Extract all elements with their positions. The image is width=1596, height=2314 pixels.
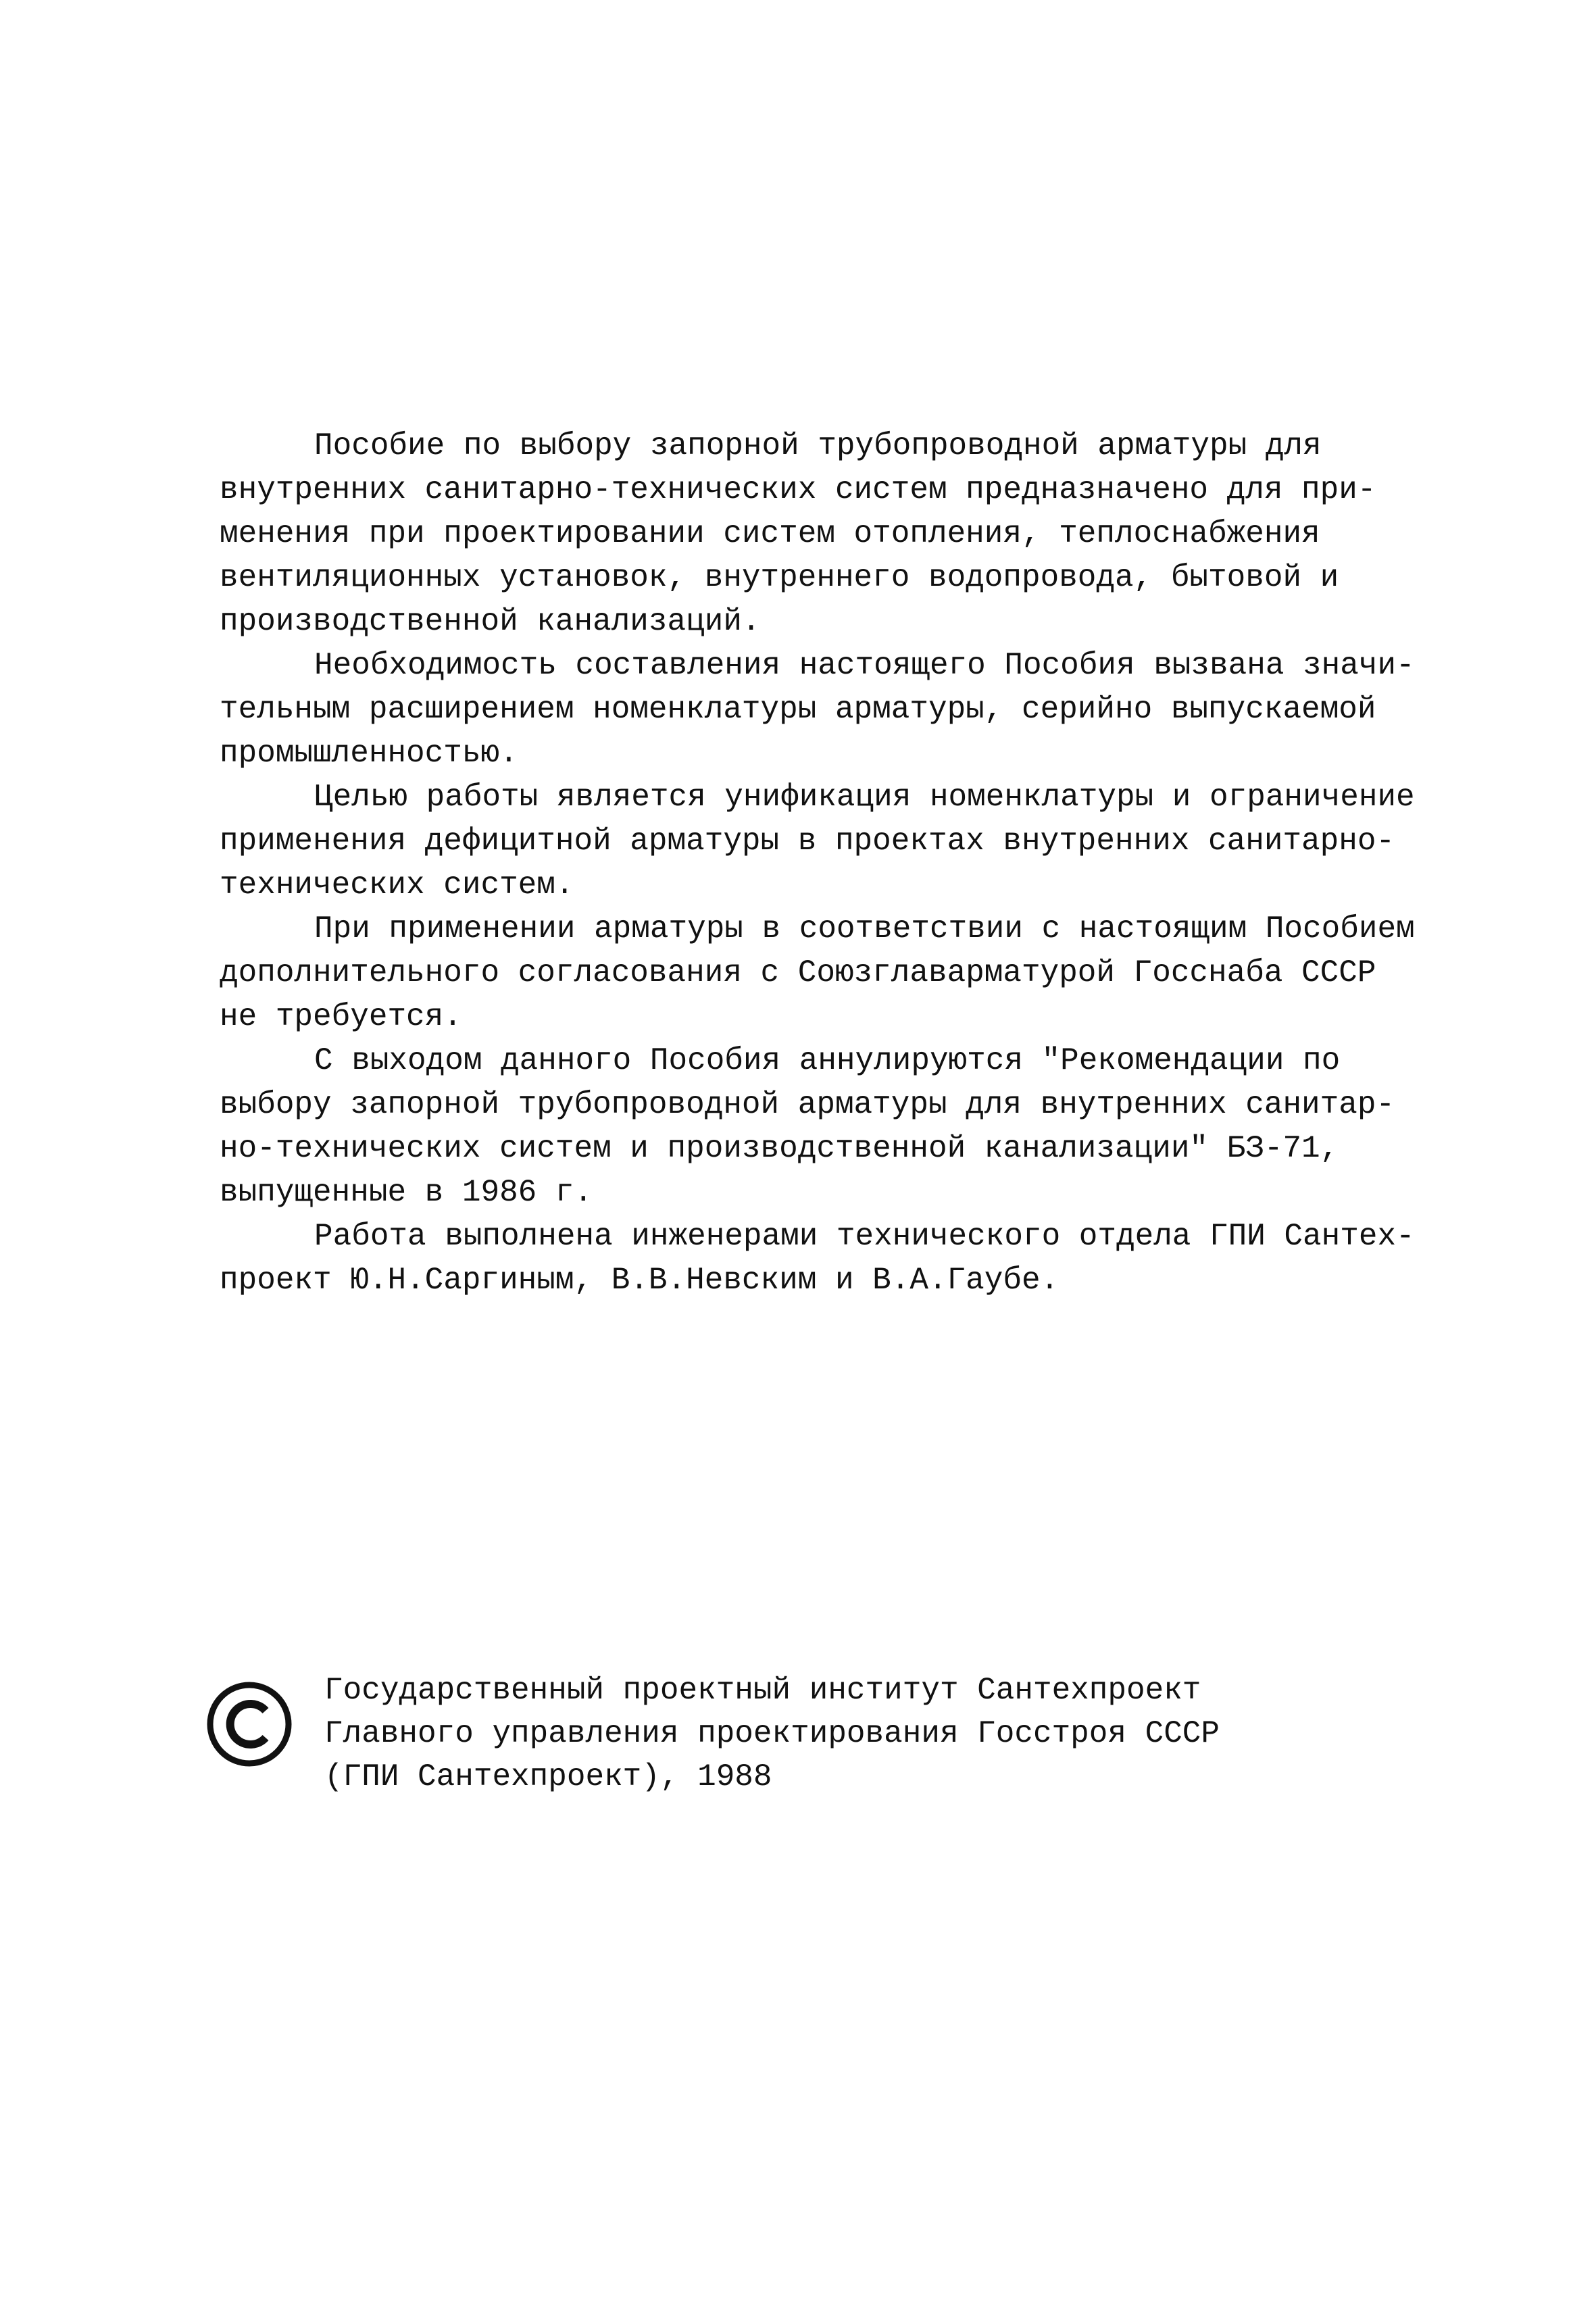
paragraph-4-line-1: При применении арматуры в соответствии с настоящим Пособием bbox=[314, 911, 1415, 947]
paragraph-3-line-2: применения дефицитной арматуры в проектах внутренних санитарно- bbox=[220, 824, 1395, 859]
paragraph-1-line-5: производственной канализаций. bbox=[220, 604, 761, 639]
paragraph-5-line-1: С выходом данного Пособия аннулируются "Рекомендации по bbox=[314, 1043, 1341, 1078]
paragraph-4-line-2: дополнительного согласования с Союзглаварматурой Госснаба СССР bbox=[220, 955, 1376, 990]
paragraph-1-line-2: внутренних санитарно-технических систем предназначено для при- bbox=[220, 472, 1376, 507]
body-text bbox=[220, 424, 1415, 1303]
paragraph-5-line-3: но-технических систем и производственной канализации" БЗ-71, bbox=[220, 1131, 1339, 1166]
copyright-line-1: Государственный проектный институт Сантехпроект bbox=[324, 1673, 1201, 1708]
copyright-icon bbox=[206, 1681, 293, 1767]
paragraph-3-line-1: Целью работы является унификация номенклатуры и ограничение bbox=[314, 780, 1415, 815]
paragraph-1-line-3: менения при проектировании систем отопления, теплоснабжения bbox=[220, 516, 1320, 551]
copyright-line-3: (ГПИ Сантехпроект), 1988 bbox=[324, 1759, 772, 1794]
paragraph-1-line-1: Пособие по выбору запорной трубопроводной арматуры для bbox=[314, 428, 1322, 463]
paragraph-1-line-4: вентиляционных установок, внутреннего водопровода, бытовой и bbox=[220, 560, 1339, 595]
paragraph-4-line-3: не требуется. bbox=[220, 999, 462, 1034]
paragraph-6-line-2: проект Ю.Н.Саргиным, В.В.Невским и В.А.Гаубе. bbox=[220, 1263, 1059, 1298]
paragraph-5-line-4: выпущенные в 1986 г. bbox=[220, 1175, 593, 1210]
copyright-block bbox=[206, 1669, 1287, 1844]
paragraph-3-line-3: технических систем. bbox=[220, 867, 574, 903]
copyright-text bbox=[324, 1669, 1220, 1799]
paragraph-5-line-2: выбору запорной трубопроводной арматуры для внутренних санитар- bbox=[220, 1087, 1395, 1122]
copyright-line-2: Главного управления проектирования Госстроя СССР bbox=[324, 1716, 1220, 1751]
paragraph-2-line-2: тельным расширением номенклатуры арматуры, серийно выпускаемой bbox=[220, 692, 1376, 727]
paragraph-2-line-1: Необходимость составления настоящего Пособия вызвана значи- bbox=[314, 648, 1415, 683]
paragraph-2-line-3: промышленностью. bbox=[220, 736, 518, 771]
paragraph-6-line-1: Работа выполнена инженерами технического отдела ГПИ Сантех- bbox=[314, 1219, 1415, 1254]
